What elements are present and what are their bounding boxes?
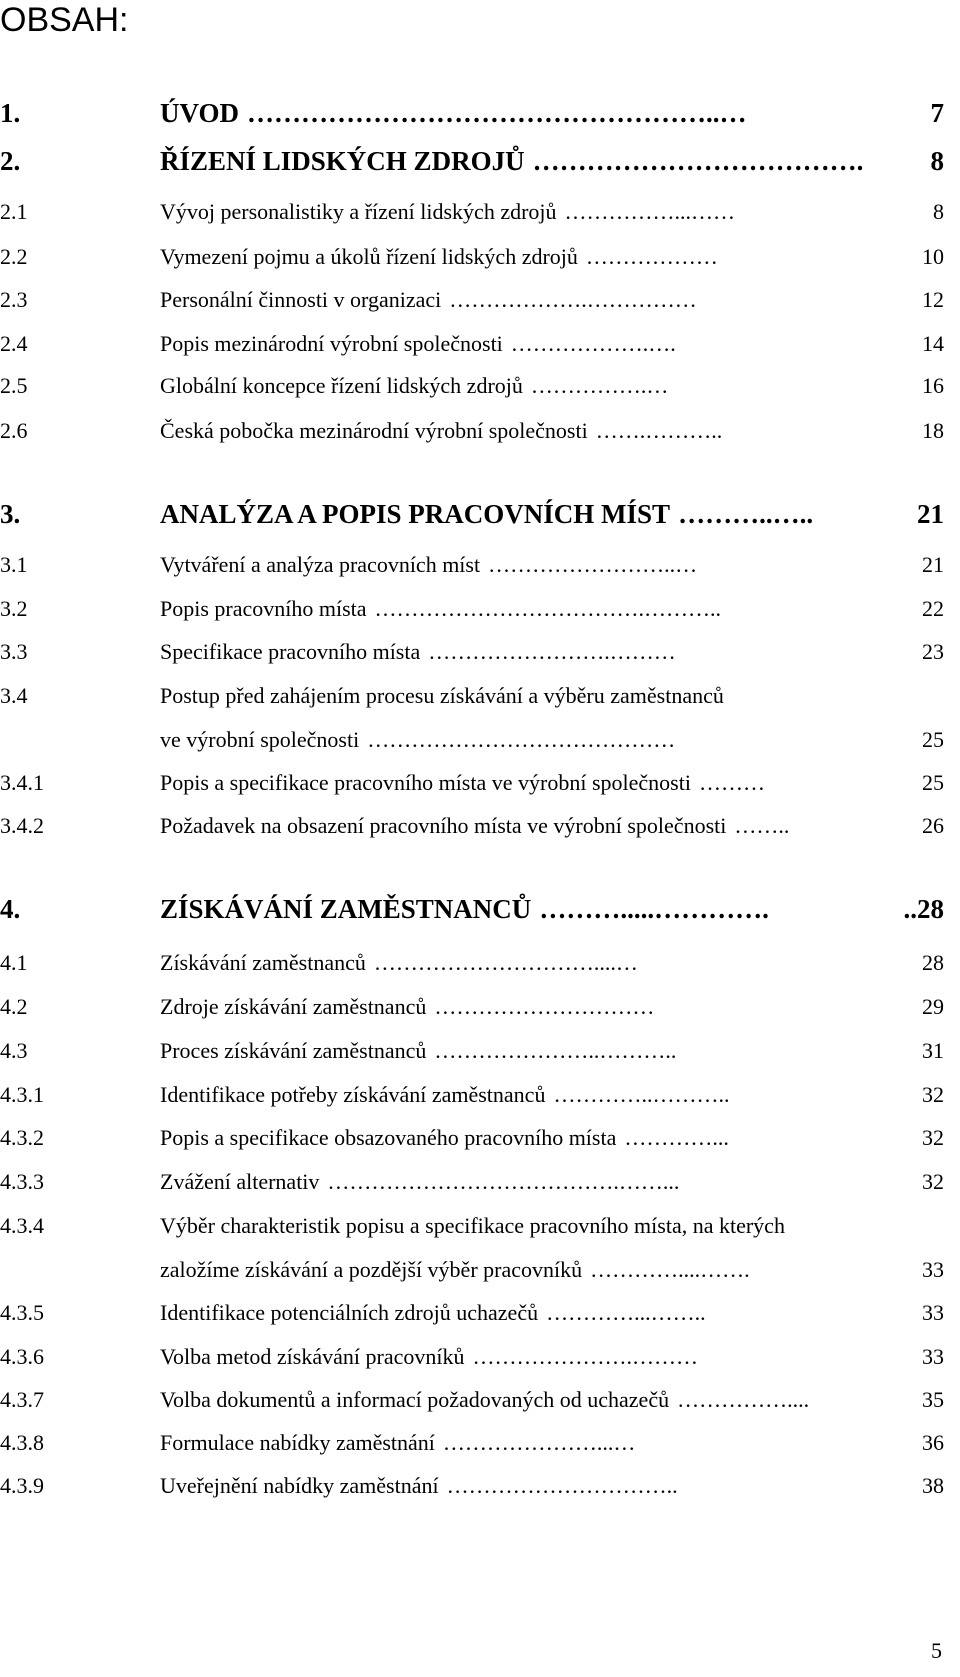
toc-entry — [0, 763, 944, 803]
toc-entry-leader: …………….... — [677, 1387, 810, 1412]
toc-entry-title: Personální činnosti v organizaci — [160, 287, 442, 312]
toc-entry-number: 3.1 — [0, 552, 28, 577]
toc-entry-page: 18 — [922, 418, 944, 443]
toc-entry-leader: ……………….…. — [510, 331, 676, 356]
toc-entry-page: 32 — [922, 1169, 944, 1194]
toc-entry-number: 3.2 — [0, 596, 28, 621]
toc-entry-number: 1. — [0, 98, 21, 128]
toc-entry-title: Popis mezinárodní výrobní společnosti — [160, 331, 503, 356]
toc-entry-body — [160, 1162, 944, 1202]
toc-entry — [0, 1162, 944, 1202]
toc-entry-number: 4.3.3 — [0, 1169, 44, 1194]
toc-entry-body — [160, 1075, 944, 1115]
toc-entry-page: 26 — [922, 813, 944, 838]
toc-entry-title: založíme získávání a pozdější výběr pracovníků — [160, 1257, 583, 1282]
toc-entry-number: 4.3.8 — [0, 1430, 44, 1455]
toc-entry — [0, 545, 944, 585]
toc-entry — [0, 676, 944, 716]
toc-entry-page: 14 — [922, 331, 944, 356]
toc-entry — [0, 1250, 944, 1290]
toc-entry-body — [160, 632, 944, 672]
toc-entry-page: 21 — [922, 552, 944, 577]
toc-entry-number: 3.4.1 — [0, 770, 44, 795]
toc-entry-title: Postup před zahájením procesu získávání a výběru zaměstnanců — [160, 683, 724, 708]
toc-entry-leader: …….. — [734, 813, 790, 838]
toc-entry-title: Vytváření a analýza pracovních míst — [160, 552, 481, 577]
toc-entry-leader: ……………………..… — [488, 552, 698, 577]
toc-entry-body — [160, 494, 944, 534]
toc-entry — [0, 720, 944, 760]
toc-entry — [0, 943, 944, 983]
toc-entry-leader: ……… — [698, 770, 765, 795]
toc-entry — [0, 1206, 944, 1246]
toc-entry — [0, 237, 944, 277]
toc-entry-leader: …………………...… — [442, 1430, 636, 1455]
toc-entry-page: 8 — [930, 146, 944, 176]
toc-entry — [0, 889, 944, 929]
toc-entry-title: Výběr charakteristik popisu a specifikace pracovního místa, na kterých — [160, 1213, 785, 1238]
toc-entry-title: Vývoj personalistiky a řízení lidských zdrojů — [160, 199, 557, 224]
toc-entry-title: ANALÝZA A POPIS PRACOVNÍCH MÍST — [160, 499, 671, 529]
toc-entry-number: 4. — [0, 894, 21, 924]
toc-entry — [0, 494, 944, 534]
toc-entry-body — [160, 1380, 944, 1420]
toc-entry-title: ve výrobní společnosti — [160, 727, 360, 752]
toc-entry-number: 2.3 — [0, 287, 28, 312]
toc-entry-title: Identifikace potenciálních zdrojů uchazečů — [160, 1300, 539, 1325]
toc-entry-page: 33 — [922, 1344, 944, 1369]
toc-entry-leader: ……………… — [585, 244, 718, 269]
toc-entry — [0, 1293, 944, 1333]
toc-entry — [0, 632, 944, 672]
toc-entry-body — [160, 1031, 944, 1071]
toc-entry-title: Globální koncepce řízení lidských zdrojů — [160, 373, 523, 398]
toc-entry — [0, 1118, 944, 1158]
toc-entry-leader: …………………………………… — [367, 727, 676, 752]
toc-entry — [0, 589, 944, 629]
toc-entry-leader: ………………………………. — [532, 146, 864, 176]
toc-entry-body — [160, 366, 944, 406]
toc-entry-title: Volba dokumentů a informací požadovaných od uchazečů — [160, 1387, 670, 1412]
toc-entry-leader: ……………...…… — [564, 199, 736, 224]
toc-entry-body — [160, 1206, 944, 1246]
toc-entry — [0, 1337, 944, 1377]
toc-entry — [0, 806, 944, 846]
toc-entry — [0, 411, 944, 451]
toc-entry-leader: …………...…….. — [546, 1300, 706, 1325]
toc-entry-leader: ………………………………….……... — [327, 1169, 680, 1194]
toc-entry — [0, 1380, 944, 1420]
toc-entry — [0, 1031, 944, 1071]
page-heading: OBSAH: — [0, 1, 129, 39]
toc-entry-leader: …………..……….. — [553, 1082, 730, 1107]
toc-entry-page: 32 — [922, 1125, 944, 1150]
toc-entry-page: 12 — [922, 287, 944, 312]
toc-entry-body — [160, 1250, 944, 1290]
toc-entry-page: 29 — [922, 994, 944, 1019]
toc-entry-number: 2.6 — [0, 418, 28, 443]
toc-entry-title: Popis a specifikace pracovního místa ve výrobní společnosti — [160, 770, 691, 795]
toc-entry-title: Identifikace potřeby získávání zaměstnanců — [160, 1082, 546, 1107]
toc-entry-page: 8 — [933, 199, 944, 224]
toc-entry-number: 4.3 — [0, 1038, 28, 1063]
toc-entry — [0, 987, 944, 1027]
toc-entry-number: 2.1 — [0, 199, 28, 224]
toc-entry-page: 32 — [922, 1082, 944, 1107]
toc-entry-leader: ……………………………….……….. — [374, 596, 722, 621]
toc-entry-leader: ………………………….. — [446, 1473, 678, 1498]
toc-entry-page: 16 — [922, 373, 944, 398]
toc-entry-body — [160, 720, 944, 760]
toc-entry-title: Proces získávání zaměstnanců — [160, 1038, 427, 1063]
toc-entry-body — [160, 589, 944, 629]
toc-entry-number: 4.3.1 — [0, 1082, 44, 1107]
toc-entry-body — [160, 806, 944, 846]
toc-entry-leader: …………... — [624, 1125, 729, 1150]
toc-entry-number: 3.4 — [0, 683, 28, 708]
toc-entry-title: Uveřejnění nabídky zaměstnání — [160, 1473, 439, 1498]
toc-entry-leader: …………………….……… — [428, 639, 676, 664]
toc-entry-body — [160, 1423, 944, 1463]
toc-entry-body — [160, 1337, 944, 1377]
toc-entry-number: 4.1 — [0, 950, 28, 975]
toc-entry-body — [160, 987, 944, 1027]
toc-entry-leader: …………………………....… — [373, 950, 638, 975]
toc-entry-title: Vymezení pojmu a úkolů řízení lidských zdrojů — [160, 244, 578, 269]
toc-entry-title: Volba metod získávání pracovníků — [160, 1344, 465, 1369]
toc-entry-title: Popis pracovního místa — [160, 596, 367, 621]
toc-entry — [0, 192, 944, 232]
toc-entry-title: Popis a specifikace obsazovaného pracovního místa — [160, 1125, 617, 1150]
toc-entry-body — [160, 280, 944, 320]
toc-entry-leader: ……………………………………………..… — [246, 98, 747, 128]
toc-entry-number: 2.2 — [0, 244, 28, 269]
toc-entry-number: 3.3 — [0, 639, 28, 664]
toc-entry-title: Formulace nabídky zaměstnání — [160, 1430, 435, 1455]
page-number: 5 — [931, 1638, 942, 1663]
toc-entry-body — [160, 141, 944, 181]
toc-entry-number: 4.3.7 — [0, 1387, 44, 1412]
toc-entry-title: ÚVOD — [160, 98, 239, 128]
toc-entry-page: 35 — [922, 1387, 944, 1412]
toc-entry-title: Specifikace pracovního místa — [160, 639, 421, 664]
toc-entry-number: 2.5 — [0, 373, 28, 398]
toc-entry-title: Požadavek na obsazení pracovního místa ve výrobní společnosti — [160, 813, 727, 838]
toc-entry-number: 4.3.2 — [0, 1125, 44, 1150]
toc-entry-body — [160, 93, 944, 133]
toc-entry-number: 4.3.9 — [0, 1473, 44, 1498]
toc-entry-title: ŘÍZENÍ LIDSKÝCH ZDROJŮ — [160, 146, 525, 176]
toc-entry-page: 31 — [922, 1038, 944, 1063]
toc-entry-page: 38 — [922, 1473, 944, 1498]
toc-entry-number: 2.4 — [0, 331, 28, 356]
toc-entry-page: 33 — [922, 1300, 944, 1325]
toc-entry-page: 25 — [922, 770, 944, 795]
toc-entry-number: 4.3.4 — [0, 1213, 44, 1238]
toc-entry-leader: …………….… — [530, 373, 669, 398]
toc-entry-body — [160, 676, 944, 716]
toc-entry-page: 10 — [922, 244, 944, 269]
toc-entry — [0, 280, 944, 320]
toc-entry-body — [160, 324, 944, 364]
toc-entry-page: 22 — [922, 596, 944, 621]
toc-entry-body — [160, 889, 944, 929]
toc-entry-leader: …………………..……….. — [434, 1038, 677, 1063]
toc-entry-body — [160, 1118, 944, 1158]
toc-entry-page: 21 — [917, 499, 944, 529]
toc-entry-number: 4.2 — [0, 994, 28, 1019]
toc-entry-title: Získávání zaměstnanců — [160, 950, 366, 975]
toc-entry-title: Zvážení alternativ — [160, 1169, 320, 1194]
toc-entry-body — [160, 763, 944, 803]
toc-entry-number: 3. — [0, 499, 21, 529]
toc-entry — [0, 1423, 944, 1463]
toc-entry-leader: ………………………… — [434, 994, 655, 1019]
toc-entry-title: Česká pobočka mezinárodní výrobní společnosti — [160, 418, 588, 443]
toc-entry-leader: ………..….. — [678, 499, 814, 529]
toc-entry — [0, 324, 944, 364]
toc-entry-number: 4.3.6 — [0, 1344, 44, 1369]
toc-entry-body — [160, 237, 944, 277]
toc-entry-body — [160, 411, 944, 451]
toc-entry-leader: ………………….……… — [472, 1344, 698, 1369]
toc-entry-title: ZÍSKÁVÁNÍ ZAMĚSTNANCŮ — [160, 894, 532, 924]
toc-entry-body — [160, 1466, 944, 1506]
toc-entry-leader: ……….....…………. — [539, 894, 769, 924]
toc-entry — [0, 1075, 944, 1115]
toc-entry-body — [160, 192, 944, 232]
toc-entry-page: 7 — [930, 98, 944, 128]
toc-entry — [0, 141, 944, 181]
toc-entry-leader: …………....……. — [590, 1257, 750, 1282]
toc-entry-page: 25 — [922, 727, 944, 752]
toc-entry-leader: ……………….…………… — [449, 287, 697, 312]
toc-entry-number: 2. — [0, 146, 21, 176]
toc-entry-page: ..28 — [903, 894, 944, 924]
toc-entry-title: Zdroje získávání zaměstnanců — [160, 994, 427, 1019]
toc-entry-number: 3.4.2 — [0, 813, 44, 838]
toc-entry-leader: …….……….. — [595, 418, 723, 443]
toc-entry-body — [160, 1293, 944, 1333]
toc-entry-body — [160, 943, 944, 983]
toc-entry-page: 23 — [922, 639, 944, 664]
toc-entry-number: 4.3.5 — [0, 1300, 44, 1325]
toc-entry-page: 28 — [922, 950, 944, 975]
toc-entry — [0, 1466, 944, 1506]
toc-entry — [0, 93, 944, 133]
toc-entry-page: 36 — [922, 1430, 944, 1455]
toc-entry-page: 33 — [922, 1257, 944, 1282]
toc-entry — [0, 366, 944, 406]
toc-entry-body — [160, 545, 944, 585]
